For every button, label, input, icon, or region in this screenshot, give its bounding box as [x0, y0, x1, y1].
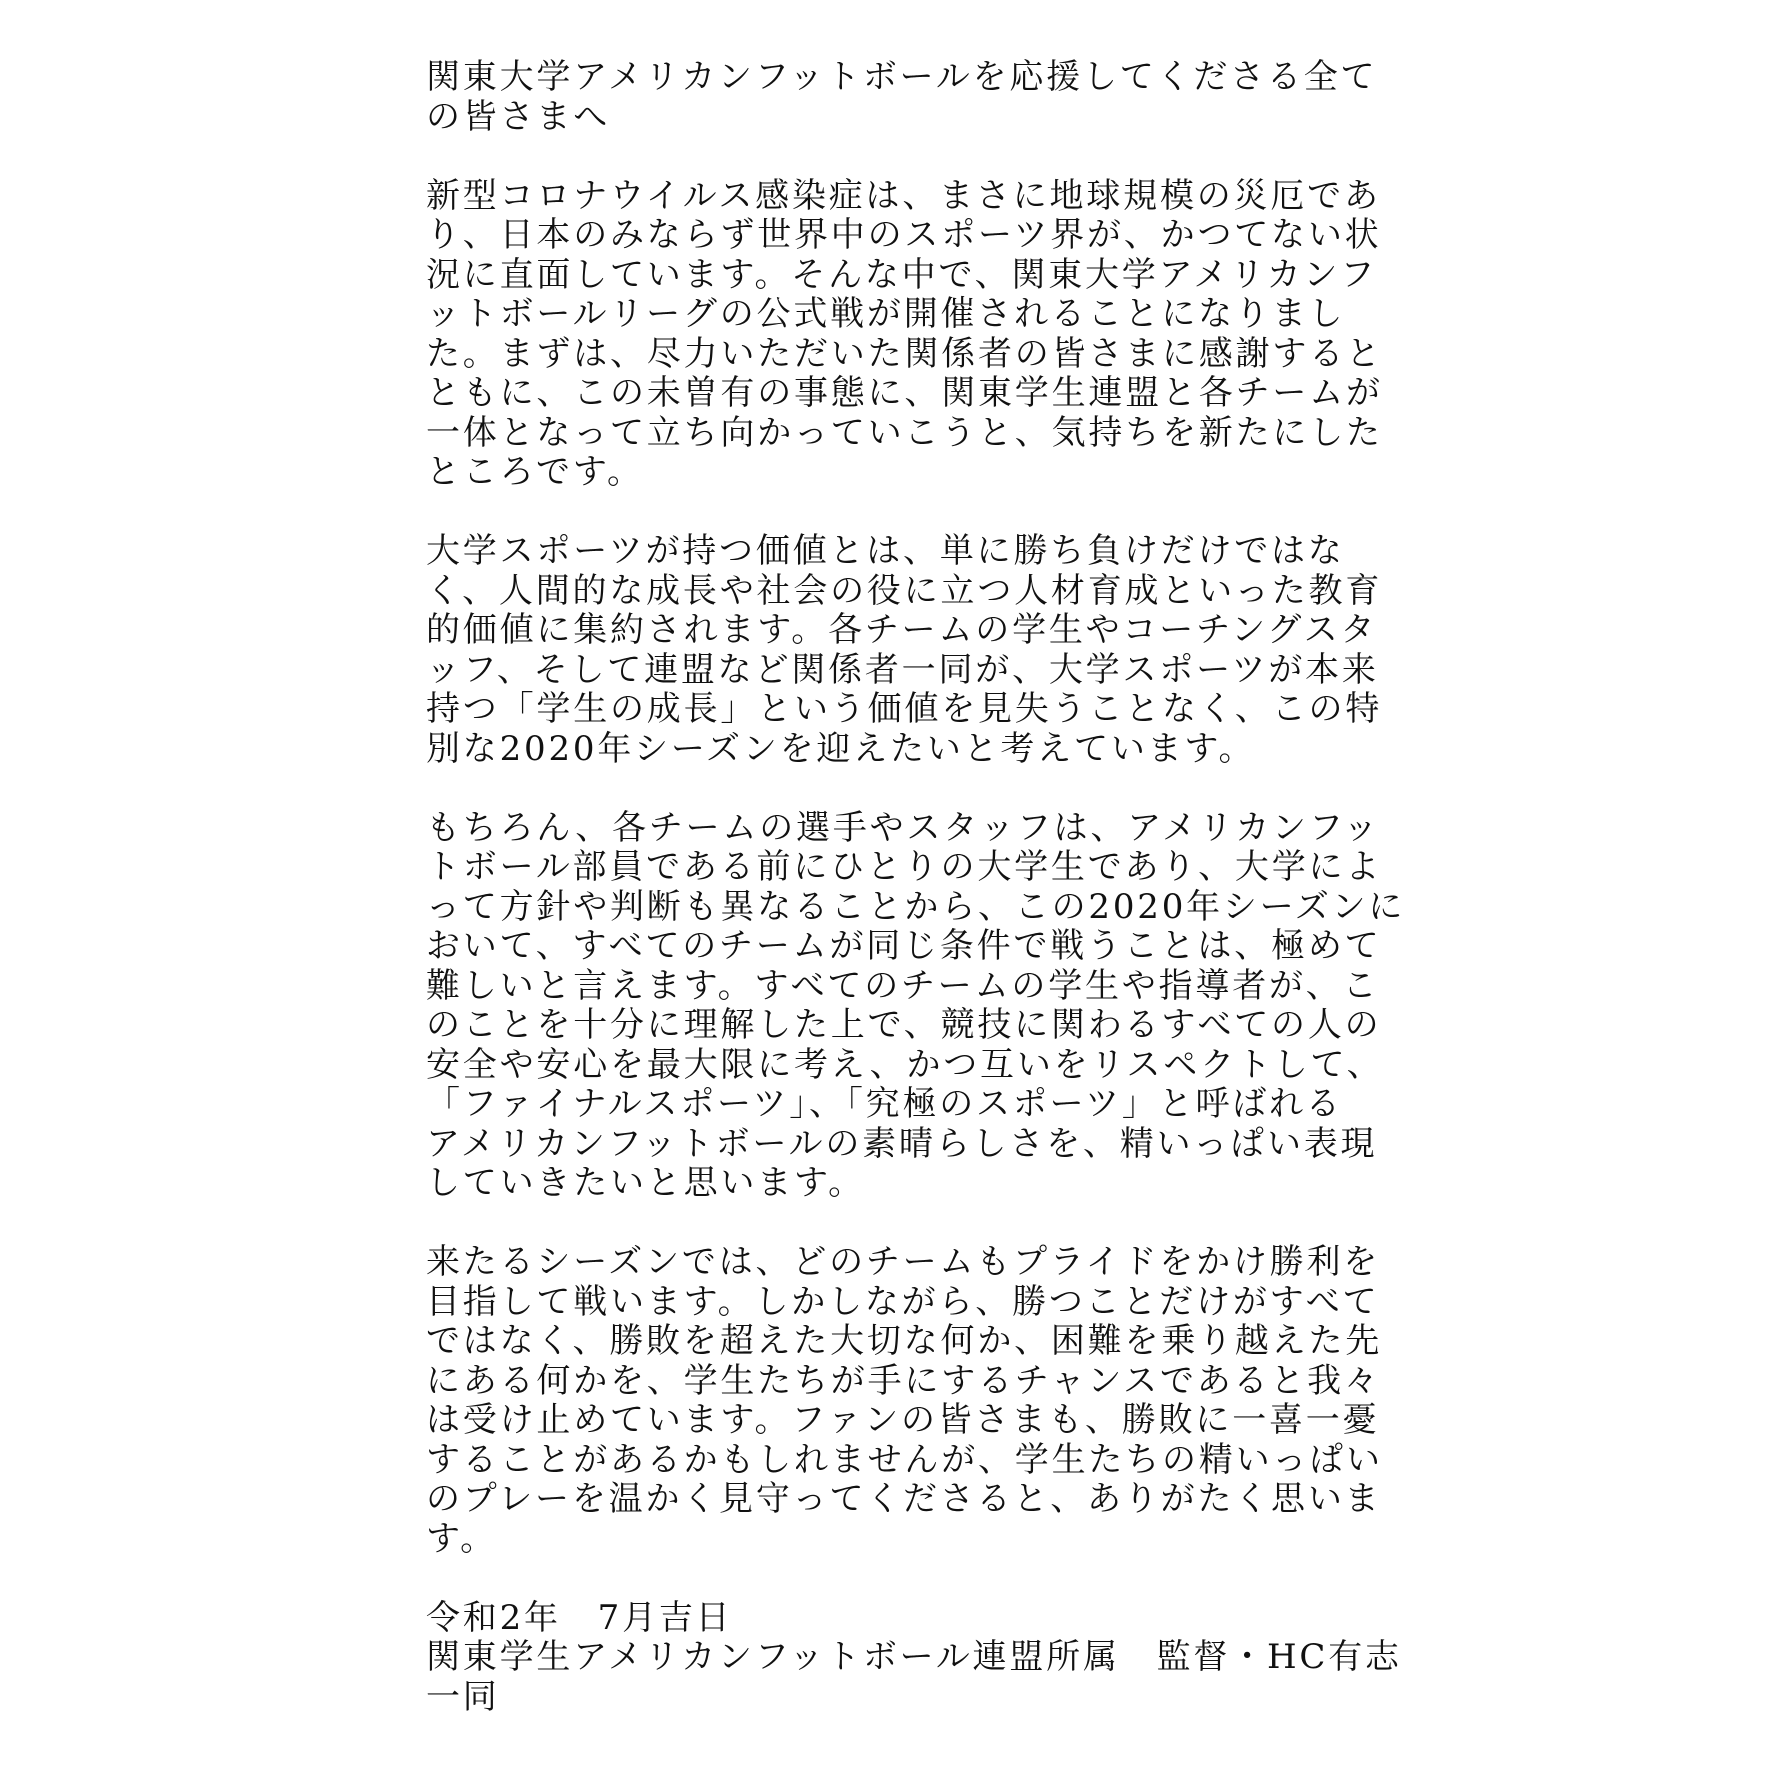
letter-document [426, 57, 1406, 1717]
paragraph-conditions [426, 807, 1406, 1204]
salutation [426, 57, 1378, 137]
closing-block [426, 1597, 1402, 1718]
text-line: おいて、すべてのチームが同じ条件で戦うことは、極めて [426, 926, 1382, 966]
signature-line: 関東学生アメリカンフットボール連盟所属 監督・HC有志 [426, 1637, 1402, 1677]
text-line: ッフ、そして連盟など関係者一同が、大学スポーツが本来 [426, 649, 1379, 690]
text-line: 持つ「学生の成長」という価値を見失うことなく、この特 [426, 689, 1383, 729]
paragraph-season-message [426, 1242, 1383, 1559]
paragraph-value-of-sports [426, 531, 1383, 769]
text-line: 新型コロナウイルス感染症は、まさに地球規模の災厄であ [426, 175, 1381, 216]
text-line: って方針や判断も異なることから、この2020年シーズンに [426, 886, 1406, 927]
text-line: 「ファイナルスポーツ」、「究極のスポーツ」と呼ばれる [426, 1084, 1343, 1124]
text-line: 来たるシーズンでは、どのチームもプライドをかけ勝利を [426, 1242, 1381, 1282]
text-line: 大学スポーツが持つ価値とは、単に勝ち負けだけではな [426, 531, 1345, 571]
salutation-line: 関東大学アメリカンフットボールを応援してくださる全て [426, 57, 1378, 97]
text-line: トボール部員である前にひとりの大学生であり、大学によ [426, 847, 1383, 887]
text-line: り、日本のみならず世界中のスポーツ界が、かつてない状 [426, 215, 1382, 255]
text-line: す。 [426, 1518, 497, 1559]
salutation-line: の皆さまへ [426, 96, 610, 137]
text-line: ではなく、勝敗を超えた大切な何か、困難を乗り越えた先 [426, 1321, 1383, 1361]
text-line: ともに、この未曽有の事態に、関東学生連盟と各チームが [426, 373, 1383, 413]
text-line: 目指して戦います。しかしながら、勝つことだけがすべて [426, 1281, 1380, 1322]
text-line: にある何かを、学生たちが手にするチャンスであると我々 [426, 1360, 1381, 1401]
text-line: く、人間的な成長や社会の役に立つ人材育成といった教育 [426, 570, 1383, 611]
text-line: アメリカンフットボールの素晴らしさを、精いっぱい表現 [426, 1123, 1378, 1164]
signature-line: 一同 [426, 1676, 500, 1717]
closing-date: 令和2年 7月吉日 [426, 1597, 733, 1638]
paragraph-covid-situation [426, 175, 1383, 493]
text-line: 難しいと言えます。すべてのチームの学生や指導者が、こ [426, 965, 1380, 1006]
text-line: のプレーを温かく見守ってくださると、ありがたく思いま [426, 1479, 1382, 1519]
text-line: もちろん、各チームの選手やスタッフは、アメリカンフッ [426, 807, 1381, 848]
text-line: は受け止めています。ファンの皆さまも、勝敗に一喜一憂 [426, 1400, 1380, 1440]
text-line: ところです。 [426, 452, 644, 492]
text-line: のことを十分に理解した上で、競技に関わるすべての人の [426, 1005, 1382, 1045]
text-line: 別な2020年シーズンを迎えたいと考えています。 [426, 728, 1256, 769]
text-line: 一体となって立ち向かっていこうと、気持ちを新たにした [426, 412, 1383, 453]
text-line: 的価値に集約されます。各チームの学生やコーチングスタ [426, 610, 1378, 650]
text-line: た。まずは、尽力いただいた関係者の皆さまに感謝すると [426, 333, 1383, 374]
text-line: 況に直面しています。そんな中で、関東大学アメリカンフ [426, 254, 1378, 295]
text-line: 安全や安心を最大限に考え、かつ互いをリスペクトして、 [426, 1044, 1384, 1085]
text-line: することがあるかもしれませんが、学生たちの精いっぱい [426, 1439, 1383, 1480]
text-line: していきたいと思います。 [426, 1163, 865, 1203]
text-line: ットボールリーグの公式戦が開催されることになりまし [426, 294, 1346, 334]
